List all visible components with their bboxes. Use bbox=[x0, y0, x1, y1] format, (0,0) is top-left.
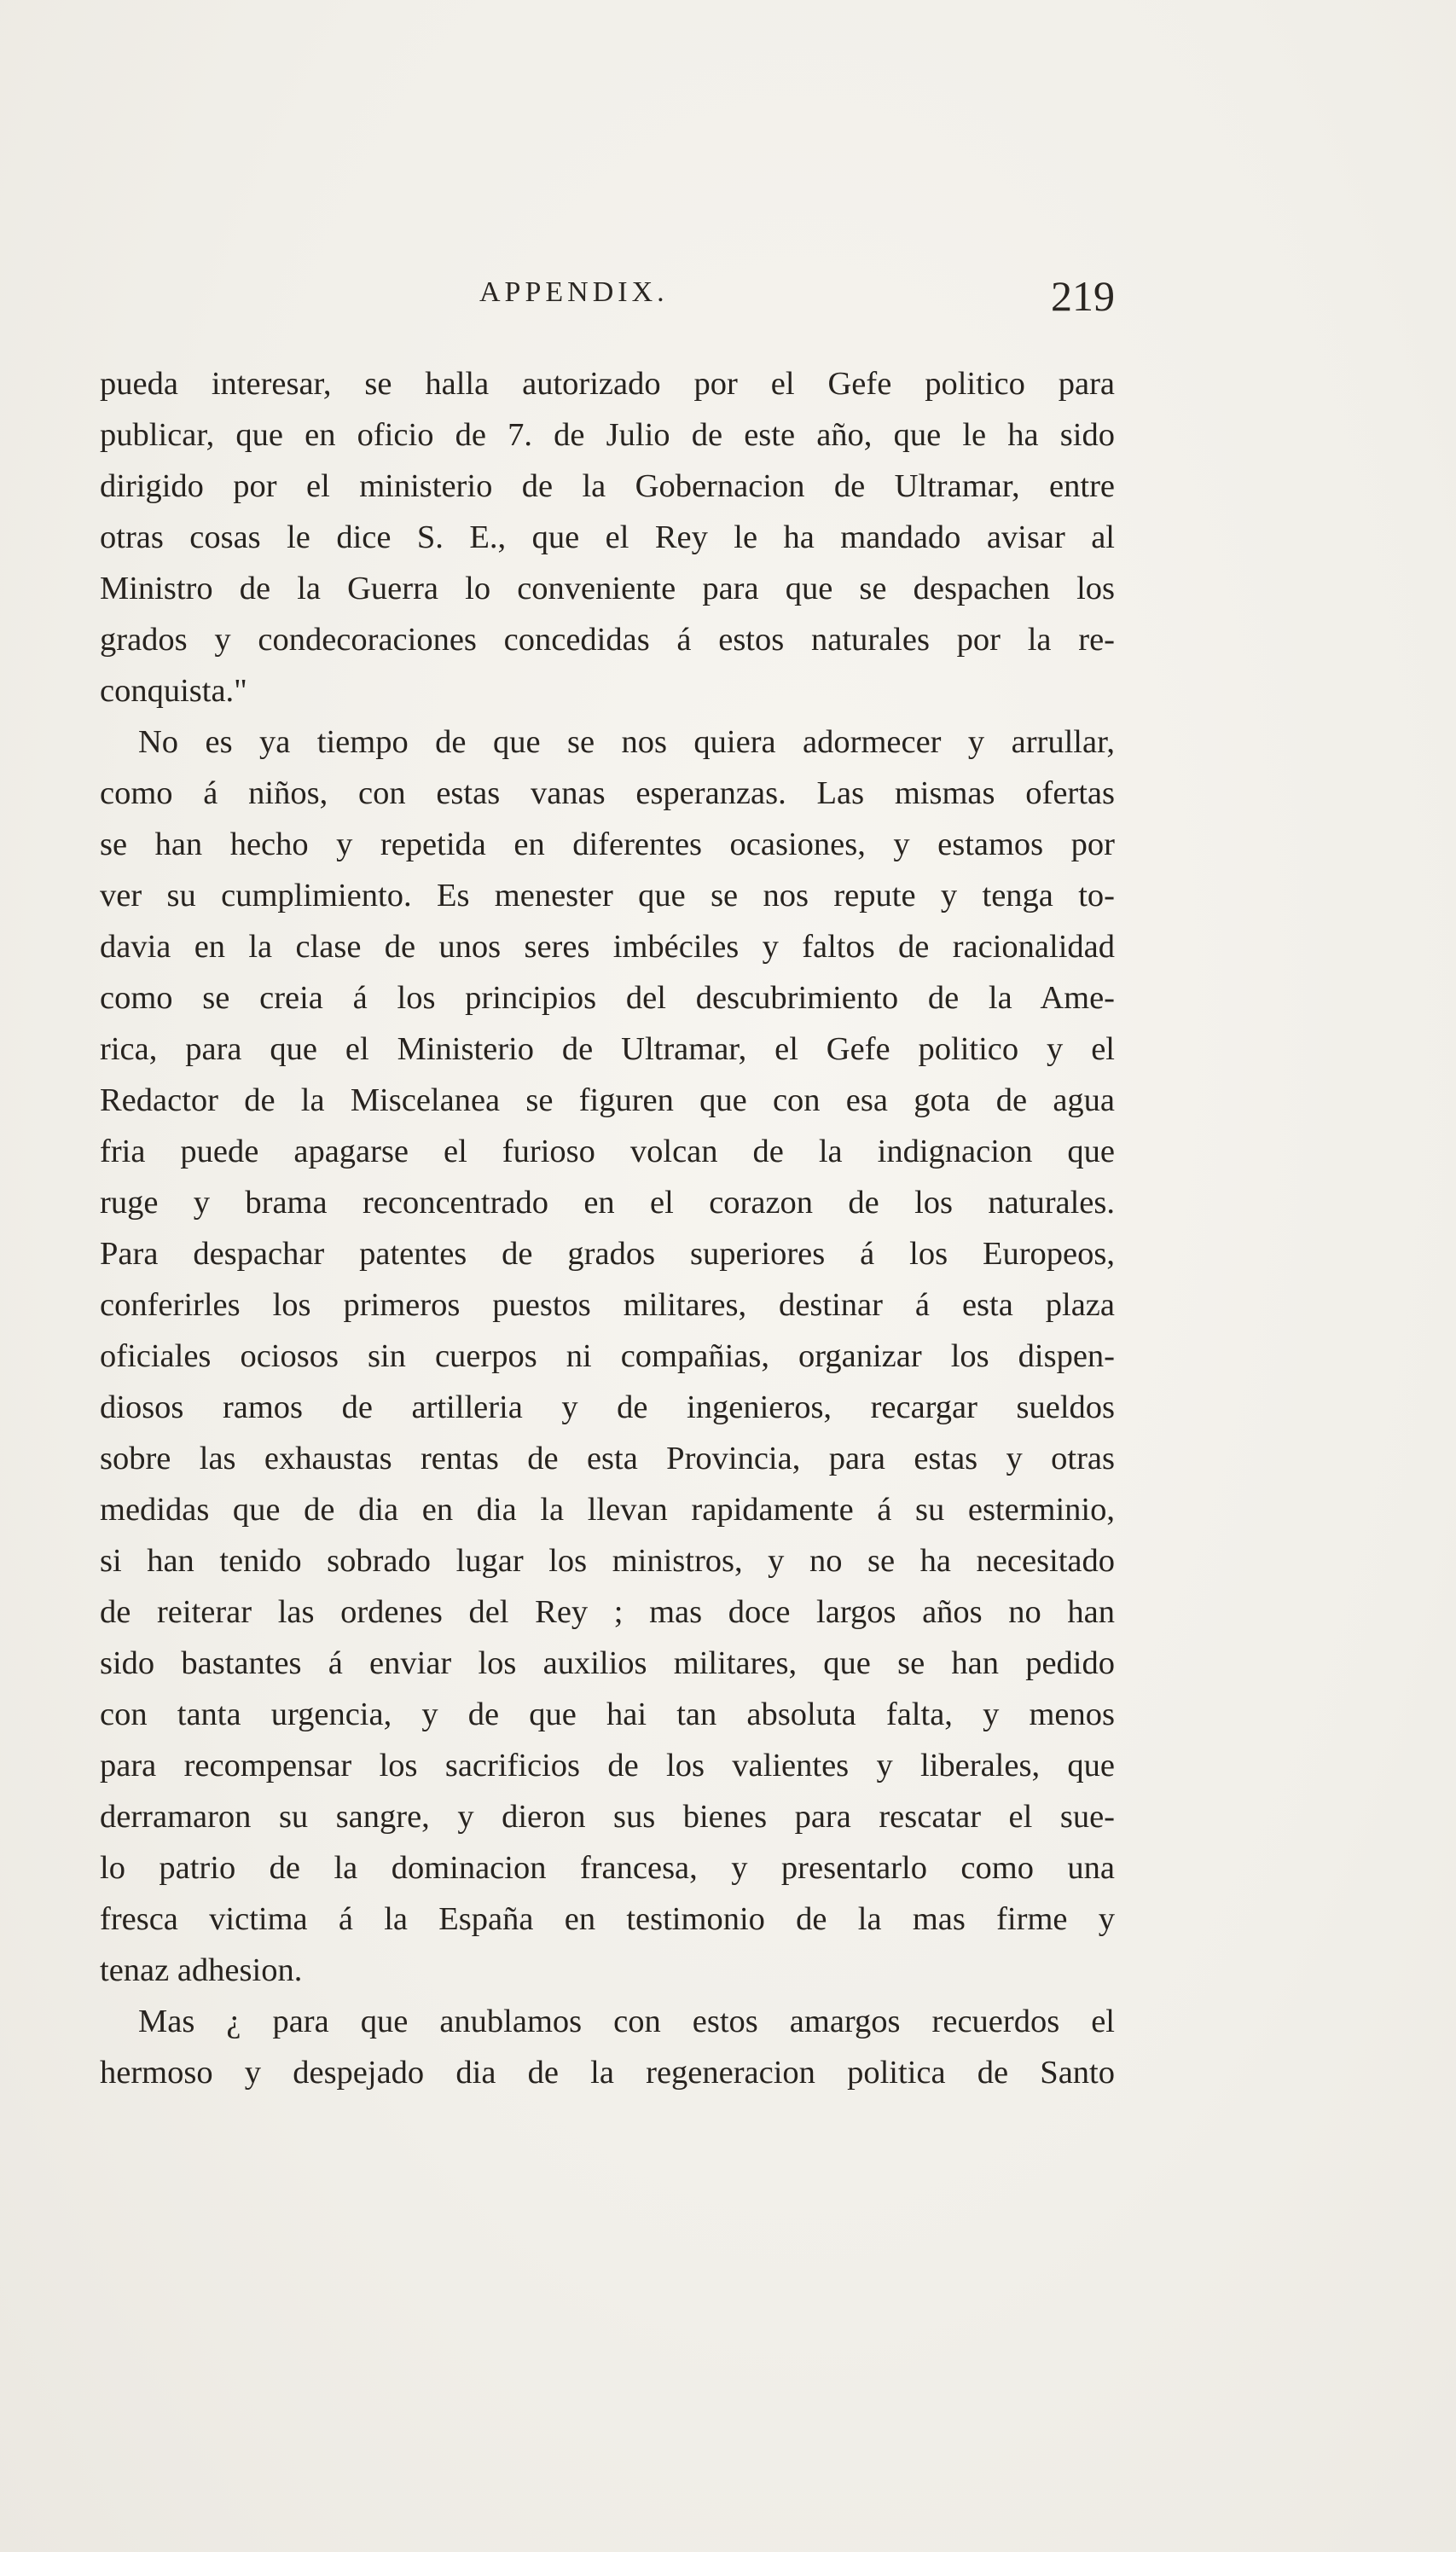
text-line: publicar, que en oficio de 7. de Julio de este año, que le ha sido bbox=[100, 417, 1115, 453]
text-line: con tanta urgencia, y de que hai tan absoluta falta, y menos bbox=[100, 1696, 1115, 1732]
text-line: fria puede apagarse el furioso volcan de la indignacion que bbox=[100, 1134, 1115, 1169]
text-line: pueda interesar, se halla autorizado por el Gefe politico para bbox=[100, 366, 1115, 402]
text-line: de reiterar las ordenes del Rey ; mas doce largos años no han bbox=[100, 1594, 1115, 1630]
text-line: hermoso y despejado dia de la regeneracion politica de Santo bbox=[100, 2055, 1115, 2091]
paragraph-start-line: No es ya tiempo de que se nos quiera adormecer y arrullar, bbox=[138, 724, 1115, 760]
paragraph-start-line: Mas ¿ para que anublamos con estos amargos recuerdos el bbox=[138, 2004, 1115, 2039]
text-line: derramaron su sangre, y dieron sus bienes para rescatar el sue- bbox=[100, 1799, 1115, 1835]
text-line: Redactor de la Miscelanea se figuren que con esa gota de agua bbox=[100, 1082, 1115, 1118]
text-line: otras cosas le dice S. E., que el Rey le ha mandado avisar al bbox=[100, 519, 1115, 555]
text-line: como á niños, con estas vanas esperanzas. Las mismas ofertas bbox=[100, 775, 1115, 811]
text-line: para recompensar los sacrificios de los valientes y liberales, que bbox=[100, 1748, 1115, 1784]
text-line: ver su cumplimiento. Es menester que se nos repute y tenga to- bbox=[100, 878, 1115, 914]
page-header bbox=[100, 271, 1115, 322]
text-line: davia en la clase de unos seres imbéciles y faltos de racionalidad bbox=[100, 929, 1115, 965]
page-number: 219 bbox=[1051, 272, 1115, 320]
text-line: sobre las exhaustas rentas de esta Provincia, para estas y otras bbox=[100, 1441, 1115, 1476]
text-line: medidas que de dia en dia la llevan rapidamente á su esterminio, bbox=[100, 1492, 1115, 1528]
text-line: diosos ramos de artilleria y de ingenieros, recargar sueldos bbox=[100, 1389, 1115, 1425]
text-line: rica, para que el Ministerio de Ultramar, el Gefe politico y el bbox=[100, 1031, 1115, 1067]
text-line: lo patrio de la dominacion francesa, y presentarlo como una bbox=[100, 1850, 1115, 1886]
running-head: APPENDIX. bbox=[479, 276, 669, 308]
text-line: ruge y brama reconcentrado en el corazon de los naturales. bbox=[100, 1185, 1115, 1221]
text-line: conferirles los primeros puestos militares, destinar á esta plaza bbox=[100, 1287, 1115, 1323]
text-line: conquista." bbox=[100, 673, 247, 709]
text-line: dirigido por el ministerio de la Gobernacion de Ultramar, entre bbox=[100, 468, 1115, 504]
text-line: oficiales ociosos sin cuerpos ni compañias, organizar los dispen- bbox=[100, 1338, 1115, 1374]
text-line: si han tenido sobrado lugar los ministros, y no se ha necesitado bbox=[100, 1543, 1115, 1579]
text-line: Para despachar patentes de grados superiores á los Europeos, bbox=[100, 1236, 1115, 1272]
text-line: tenaz adhesion. bbox=[100, 1952, 303, 1988]
text-line: grados y condecoraciones concedidas á estos naturales por la re- bbox=[100, 622, 1115, 658]
body-text bbox=[100, 358, 1115, 2201]
text-line: fresca victima á la España en testimonio de la mas firme y bbox=[100, 1901, 1115, 1937]
text-line: sido bastantes á enviar los auxilios militares, que se han pedido bbox=[100, 1645, 1115, 1681]
text-line: se han hecho y repetida en diferentes ocasiones, y estamos por bbox=[100, 826, 1115, 862]
text-line: Ministro de la Guerra lo conveniente para que se despachen los bbox=[100, 571, 1115, 606]
text-line: como se creia á los principios del descubrimiento de la Ame- bbox=[100, 980, 1115, 1016]
